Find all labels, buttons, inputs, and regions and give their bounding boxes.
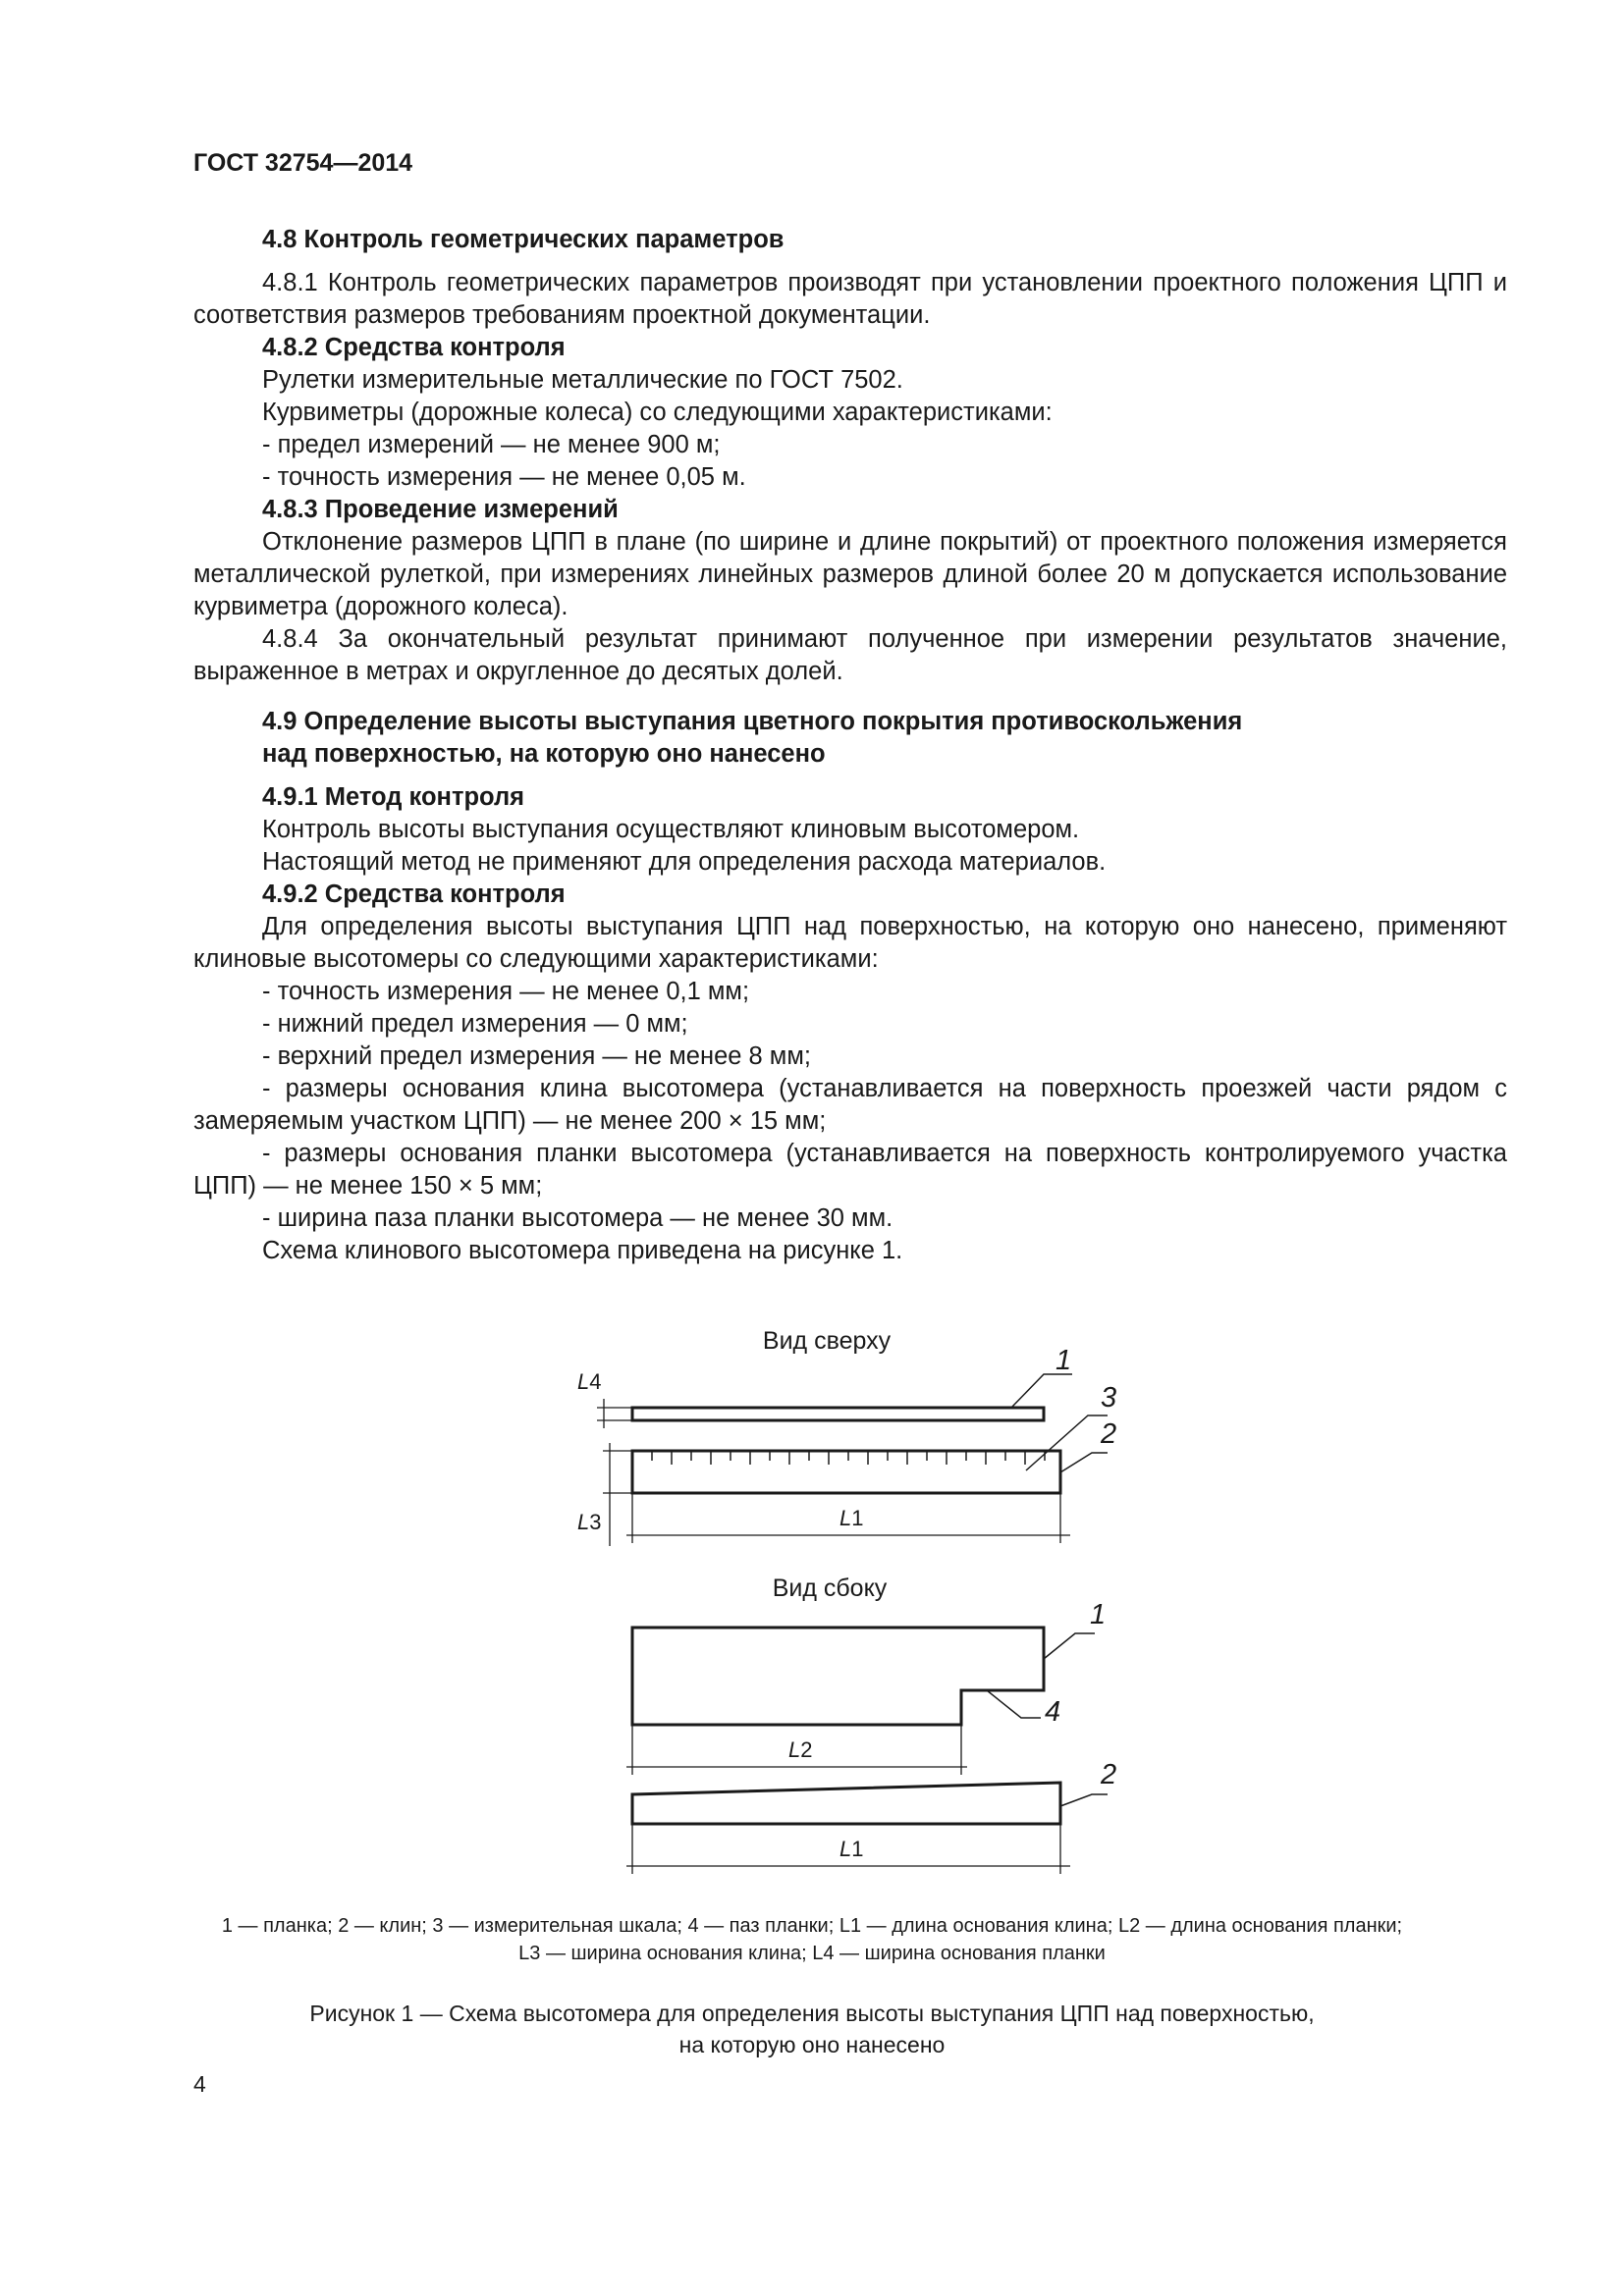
side-view-title: Вид сбоку [772,1575,888,1602]
caption-line-2: на которую оно нанесено [678,2032,946,2057]
legend-line-2: L3 — ширина основания клина; L4 — ширина основания планки [518,1943,1106,1964]
section-4-9-title-line2: над поверхностью, на которую оно нанесено [262,740,826,768]
label-2-side: 2 [1101,1759,1117,1790]
figure-legend [118,1912,1506,1967]
para-4-9-1-a: Контроль высоты выступания осуществляют клиновым высотомером. [262,816,1080,843]
label-L1-top: L1 [839,1506,864,1530]
label-L2: L2 [788,1737,813,1762]
para-4-8-4: 4.8.4 За окончательный результат принимают полученное при измерении результатов значение, выраженное в метрах и округленное до десятых долей. [193,625,1507,685]
label-L3: L3 [577,1510,602,1534]
caption-line-1: Рисунок 1 — Схема высотомера для определения высоты выступания ЦПП над поверхностью, [309,2001,1315,2026]
section-4-9-title-line1: 4.9 Определение высоты выступания цветного покрытия противоскольжения [262,708,1243,735]
para-4-9-2-e: - размеры основания клина высотомера (устанавливается на поверхность проезжей части рядом с замеряемым участком ЦПП) — не менее 200 × 15 мм; [193,1075,1507,1135]
wedge-top-view [632,1451,1060,1493]
label-L1-side: L1 [839,1837,864,1861]
para-4-9-1-b: Настоящий метод не применяют для определения расхода материалов. [262,848,1107,876]
dimension-L4 [597,1399,632,1428]
page-number: 4 [193,2071,206,2097]
label-1-top: 1 [1056,1345,1072,1376]
para-4-8-2-d: - точность измерения — не менее 0,05 м. [262,463,746,491]
wedge-side-view [632,1783,1060,1824]
para-4-9-2-c: - нижний предел измерения — 0 мм; [262,1010,688,1038]
label-L4: L4 [577,1369,602,1394]
dimension-L3 [603,1443,632,1546]
para-4-8-2-b: Курвиметры (дорожные колеса) со следующими характеристиками: [262,399,1053,426]
para-4-8-1: 4.8.1 Контроль геометрических параметров производят при установлении проектного положения ЦПП и соответствия размеров требованиям проектной документации. [193,269,1507,329]
para-4-8-2-c: - предел измерений — не менее 900 м; [262,431,721,458]
para-4-9-2-g: - ширина паза планки высотомера — не менее 30 мм. [262,1204,893,1232]
para-4-9-2-d: - верхний предел измерения — не менее 8 мм; [262,1042,811,1070]
figure-height-gauge-diagram [0,1306,1624,1904]
para-4-9-2-b: - точность измерения — не менее 0,1 мм; [262,978,750,1005]
plank-side-view [632,1628,1044,1725]
heading-4-9-1: 4.9.1 Метод контроля [262,783,525,811]
para-4-8-2-a: Рулетки измерительные металлические по ГОСТ 7502. [262,366,903,394]
label-1-side: 1 [1090,1599,1107,1630]
heading-4-8-2: 4.8.2 Средства контроля [262,334,566,361]
para-4-8-3: Отклонение размеров ЦПП в плане (по ширине и длине покрытий) от проектного положения измеряется металлической рулеткой, при измерениях линейных размеров длиной более 20 м допускается использование курвиметра (дорожного колеса). [193,528,1507,620]
label-2-top: 2 [1101,1418,1117,1450]
para-4-9-2-f: - размеры основания планки высотомера (устанавливается на поверхность контролируемого участка ЦПП) — не менее 150 × 5 мм; [193,1140,1507,1200]
label-3-top: 3 [1101,1382,1117,1414]
document-id: ГОСТ 32754—2014 [193,149,413,177]
para-4-9-2-h: Схема клинового высотомера приведена на рисунке 1. [262,1237,903,1264]
body-text [193,224,1507,1267]
figure-caption [118,1998,1506,2060]
para-4-9-2-a: Для определения высоты выступания ЦПП над поверхностью, на которую оно нанесено, применяют клиновые высотомеры со следующими характеристиками: [193,913,1507,973]
section-4-8-title: 4.8 Контроль геометрических параметров [262,226,785,253]
plank-top-view [632,1408,1044,1420]
heading-4-8-3: 4.8.3 Проведение измерений [262,496,619,523]
top-view-title: Вид сверху [762,1327,892,1355]
label-4-side: 4 [1045,1696,1061,1728]
measuring-scale [652,1451,1045,1465]
legend-line-1: 1 — планка; 2 — клин; 3 — измерительная шкала; 4 — паз планки; L1 — длина основания клина; L2 — длина основания планки; [221,1915,1403,1937]
heading-4-9-2: 4.9.2 Средства контроля [262,881,566,908]
